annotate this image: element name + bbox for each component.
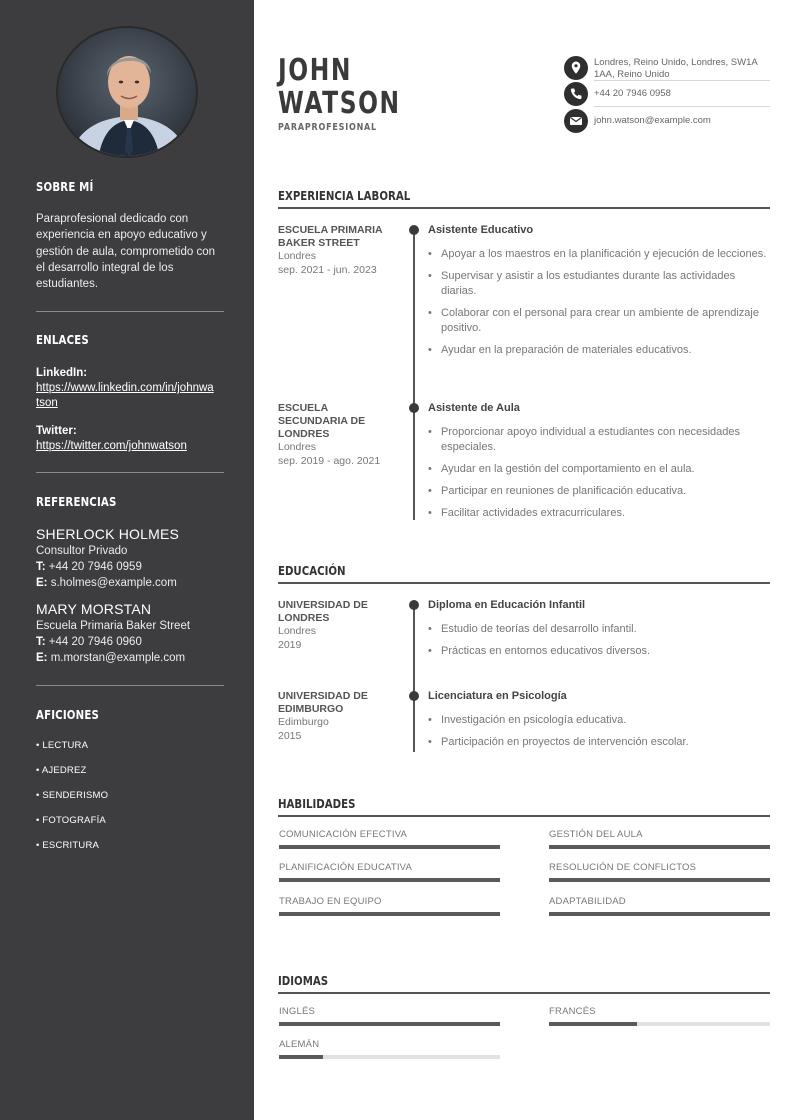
education-entry-meta [278, 690, 398, 743]
job-role: Asistente Educativo [428, 224, 534, 236]
skill-bar [549, 912, 770, 916]
sidebar [0, 0, 254, 1120]
languages-title: IDIOMAS [278, 974, 329, 988]
hobby-item: • SENDERISMO [36, 790, 109, 801]
skill-item [549, 862, 770, 873]
degree-details [428, 713, 768, 757]
timeline-dot [409, 225, 419, 235]
address-text: Londres, Reino Unido, Londres, SW1A 1AA, Reino Unido [594, 57, 758, 80]
employment-dates: sep. 2019 - ago. 2021 [278, 454, 381, 467]
language-bar [279, 1055, 500, 1059]
language-label: FRANCÉS [549, 1006, 596, 1017]
hobbies-section [36, 708, 224, 722]
skill-item [279, 862, 500, 873]
degree-name: Diploma en Educación Infantil [428, 599, 586, 611]
linkedin-link[interactable]: https://www.linkedin.com/in/johnwatson [36, 382, 214, 409]
skill-bar [279, 912, 500, 916]
graduation-year: 2015 [278, 729, 302, 742]
skill-label: COMUNICACIÓN EFECTIVA [279, 829, 408, 840]
list-item: • Proporcionar apoyo individual a estudiantes con necesidades especiales. [428, 425, 768, 455]
timeline-dot [409, 691, 419, 701]
location-pin-icon [564, 56, 588, 80]
twitter-link-group [36, 424, 224, 454]
list-item: • Prácticas en entornos educativos diversos. [428, 644, 768, 659]
linkedin-label: LinkedIn: [36, 367, 88, 379]
skill-bar [549, 878, 770, 882]
experience-timeline [413, 229, 415, 520]
about-text: Paraprofesional dedicado con experiencia en apoyo educativo y gestión de aula, comprometido con el desarrollo integral de los estudiantes. [36, 213, 215, 291]
hobbies-title: AFICIONES [36, 708, 99, 722]
reference-item [36, 526, 224, 591]
language-bar [279, 1022, 500, 1026]
language-item [279, 1006, 500, 1017]
skill-label: RESOLUCIÓN DE CONFLICTOS [549, 862, 697, 873]
reference-item [36, 601, 224, 666]
hobby-item: • ESCRITURA [36, 840, 100, 851]
language-item [279, 1039, 500, 1050]
reference-phone-value: +44 20 7946 0959 [48, 561, 142, 573]
employer-location: Londres [278, 250, 316, 262]
job-title: PARAPROFESIONAL [278, 122, 377, 133]
language-bar-fill [549, 1022, 637, 1026]
divider [594, 80, 770, 81]
skill-bar-fill [279, 878, 500, 882]
list-item: • Colaborar con el personal para crear un ambiente de aprendizaje positivo. [428, 306, 768, 336]
linkedin-link-group [36, 366, 224, 411]
experience-entry-meta [278, 224, 398, 277]
institution-name: UNIVERSIDAD DE EDIMBURGO [278, 690, 368, 715]
divider [36, 311, 224, 312]
education-timeline [413, 604, 415, 752]
list-item: • Apoyar a los maestros en la planificación y ejecución de lecciones. [428, 247, 768, 262]
skill-bar-fill [549, 878, 770, 882]
timeline-dot [409, 600, 419, 610]
experience-title: EXPERIENCIA LABORAL [278, 189, 411, 203]
divider [594, 106, 770, 107]
reference-name: SHERLOCK HOLMES [36, 526, 180, 542]
links-section [36, 333, 224, 347]
reference-phone [36, 559, 224, 575]
language-bar [549, 1022, 770, 1026]
list-item: • Estudio de teorías del desarrollo infantil. [428, 622, 768, 637]
contact-email [564, 109, 770, 133]
skill-bar-fill [549, 912, 770, 916]
reference-email [36, 575, 224, 591]
skill-bar-fill [279, 845, 500, 849]
skill-label: TRABAJO EN EQUIPO [279, 896, 382, 907]
language-label: ALEMÁN [279, 1039, 320, 1050]
about-title: SOBRE MÍ [36, 180, 94, 194]
institution-location: Londres [278, 625, 316, 637]
skill-bar [279, 878, 500, 882]
skills-title: HABILIDADES [278, 797, 356, 811]
references-section [36, 495, 224, 509]
language-item [549, 1006, 770, 1017]
language-label: INGLÉS [279, 1006, 316, 1017]
degree-details [428, 622, 768, 666]
phone-label: T: [36, 636, 46, 648]
skill-item [549, 896, 770, 907]
experience-entry-meta [278, 402, 398, 468]
contact-phone [564, 82, 770, 106]
job-responsibilities [428, 247, 768, 365]
skill-item [279, 829, 500, 840]
about-text-wrap [36, 211, 224, 292]
list-item: • Investigación en psicología educativa. [428, 713, 768, 728]
employer-name: ESCUELA SECUNDARIA DE LONDRES [278, 402, 366, 440]
education-title: EDUCACIÓN [278, 564, 346, 578]
list-item: • Ayudar en la preparación de materiales educativos. [428, 343, 768, 358]
list-item: • Participar en reuniones de planificación educativa. [428, 484, 768, 499]
section-divider [278, 992, 770, 994]
skill-bar-fill [549, 845, 770, 849]
list-item: • Participación en proyectos de intervención escolar. [428, 735, 768, 750]
profile-photo [56, 26, 198, 158]
reference-role: Escuela Primaria Baker Street [36, 620, 191, 632]
reference-phone-value: +44 20 7946 0960 [48, 636, 142, 648]
phone-text: +44 20 7946 0958 [594, 88, 671, 99]
twitter-label: Twitter: [36, 425, 77, 437]
first-name: JOHN [278, 53, 353, 88]
skill-bar-fill [279, 912, 500, 916]
divider [36, 472, 224, 473]
language-bar-fill [279, 1022, 500, 1026]
employer-name: ESCUELA PRIMARIA BAKER STREET [278, 224, 383, 249]
about-section [36, 180, 224, 194]
email-text[interactable]: john.watson@example.com [594, 115, 711, 126]
skill-bar [279, 845, 500, 849]
skill-label: ADAPTABILIDAD [549, 896, 626, 907]
list-item: • Facilitar actividades extracurriculares. [428, 506, 768, 521]
list-item: • Supervisar y asistir a los estudiantes durante las actividades diarias. [428, 269, 768, 299]
phone-icon [564, 82, 588, 106]
employer-location: Londres [278, 441, 316, 453]
reference-email-value: s.holmes@example.com [50, 577, 177, 589]
skill-bar [549, 845, 770, 849]
language-bar-fill [279, 1055, 323, 1059]
timeline-dot [409, 403, 419, 413]
list-item: • Ayudar en la gestión del comportamiento en el aula. [428, 462, 768, 477]
skill-label: PLANIFICACIÓN EDUCATIVA [279, 862, 413, 873]
phone-label: T: [36, 561, 46, 573]
divider [36, 685, 224, 686]
links-title: ENLACES [36, 333, 89, 347]
reference-role: Consultor Privado [36, 545, 128, 557]
skill-item [279, 896, 500, 907]
degree-name: Licenciatura en Psicología [428, 690, 567, 702]
reference-email-value: m.morstan@example.com [50, 652, 186, 664]
skill-label: GESTIÓN DEL AULA [549, 829, 643, 840]
graduation-year: 2019 [278, 638, 302, 651]
reference-email [36, 650, 224, 666]
email-label: E: [36, 577, 48, 589]
institution-name: UNIVERSIDAD DE LONDRES [278, 599, 368, 624]
reference-name: MARY MORSTAN [36, 601, 152, 617]
section-divider [278, 815, 770, 817]
employment-dates: sep. 2021 - jun. 2023 [278, 263, 377, 276]
email-label: E: [36, 652, 48, 664]
hobby-item: • LECTURA [36, 740, 89, 751]
hobby-item: • AJEDREZ [36, 765, 87, 776]
email-icon [564, 109, 588, 133]
references-title: REFERENCIAS [36, 495, 117, 509]
section-divider [278, 207, 770, 209]
job-responsibilities [428, 425, 768, 528]
section-divider [278, 582, 770, 584]
twitter-link[interactable]: https://twitter.com/johnwatson [36, 440, 187, 452]
institution-location: Edimburgo [278, 716, 329, 728]
hobby-item: • FOTOGRAFÍA [36, 815, 106, 826]
reference-phone [36, 634, 224, 650]
last-name: WATSON [278, 86, 401, 121]
education-entry-meta [278, 599, 398, 652]
skill-item [549, 829, 770, 840]
job-role: Asistente de Aula [428, 402, 520, 414]
